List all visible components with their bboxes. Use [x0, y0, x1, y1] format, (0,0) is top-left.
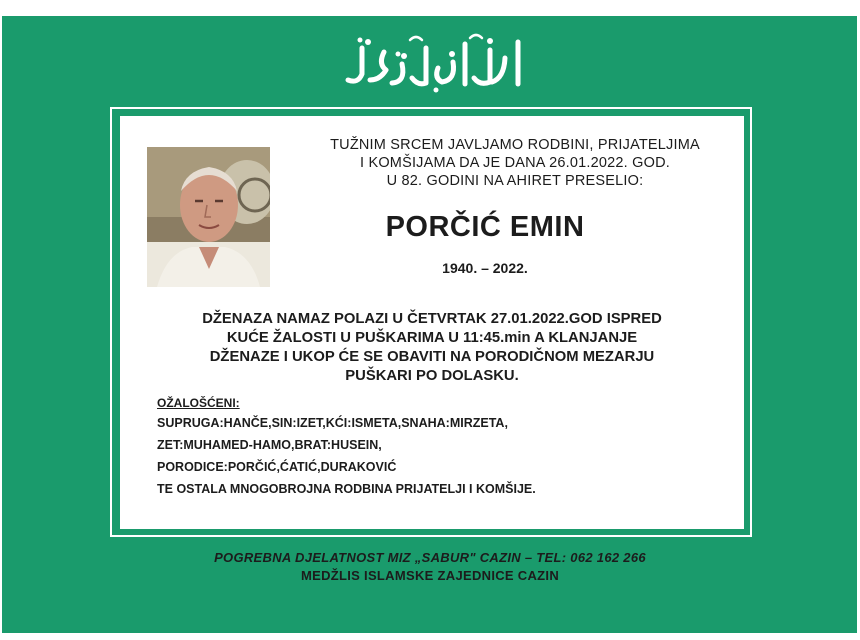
funeral-line: KUĆE ŽALOSTI U PUŠKARIMA U 11:45.min A KLANJANJE [226, 330, 638, 346]
announcement-intro [290, 136, 740, 190]
mourners-list [157, 412, 737, 500]
footer [0, 550, 860, 583]
funeral-service-contact: POGREBNA DJELATNOST MIZ „SABUR" CAZIN – TEL: 062 162 266 [214, 550, 646, 565]
life-years: 1940. – 2022. [442, 260, 528, 276]
deceased-name: PORČIĆ EMIN [385, 211, 585, 243]
portrait-photo [147, 147, 270, 287]
mourners-line: TE OSTALA MNOGOBROJNA RODBINA PRIJATELJI I KOMŠIJE. [157, 482, 536, 496]
funeral-line: DŽENAZE I UKOP ĆE SE OBAVITI NA PORODIČNOM MEZARJU [209, 349, 655, 365]
funeral-line: PUŠKARI PO DOLASKU. [345, 368, 519, 384]
organization-name: MEDŽLIS ISLAMSKE ZAJEDNICE CAZIN [300, 568, 560, 583]
intro-line: I KOMŠIJAMA DA JE DANA 26.01.2022. GOD. [359, 155, 670, 171]
intro-line: U 82. GODINI NA AHIRET PRESELIO: [386, 173, 644, 189]
funeral-line: DŽENAZA NAMAZ POLAZI U ČETVRTAK 27.01.2022.GOD ISPRED [202, 311, 662, 327]
mourners-line: PORODICE:PORČIĆ,ĆATIĆ,DURAKOVIĆ [157, 460, 397, 474]
mourners-line: SUPRUGA:HANČE,SIN:IZET,KĆI:ISMETA,SNAHA:MIRZETA, [157, 416, 508, 430]
obituary-card [120, 116, 744, 529]
funeral-details [140, 310, 724, 386]
intro-line: TUŽNIM SRCEM JAVLJAMO RODBINI, PRIJATELJIMA [330, 137, 700, 153]
mourners-line: ZET:MUHAMED-HAMO,BRAT:HUSEIN, [157, 438, 382, 452]
mourners-label: OŽALOŠĆENI: [157, 396, 240, 410]
arabic-calligraphy-icon [340, 28, 530, 98]
